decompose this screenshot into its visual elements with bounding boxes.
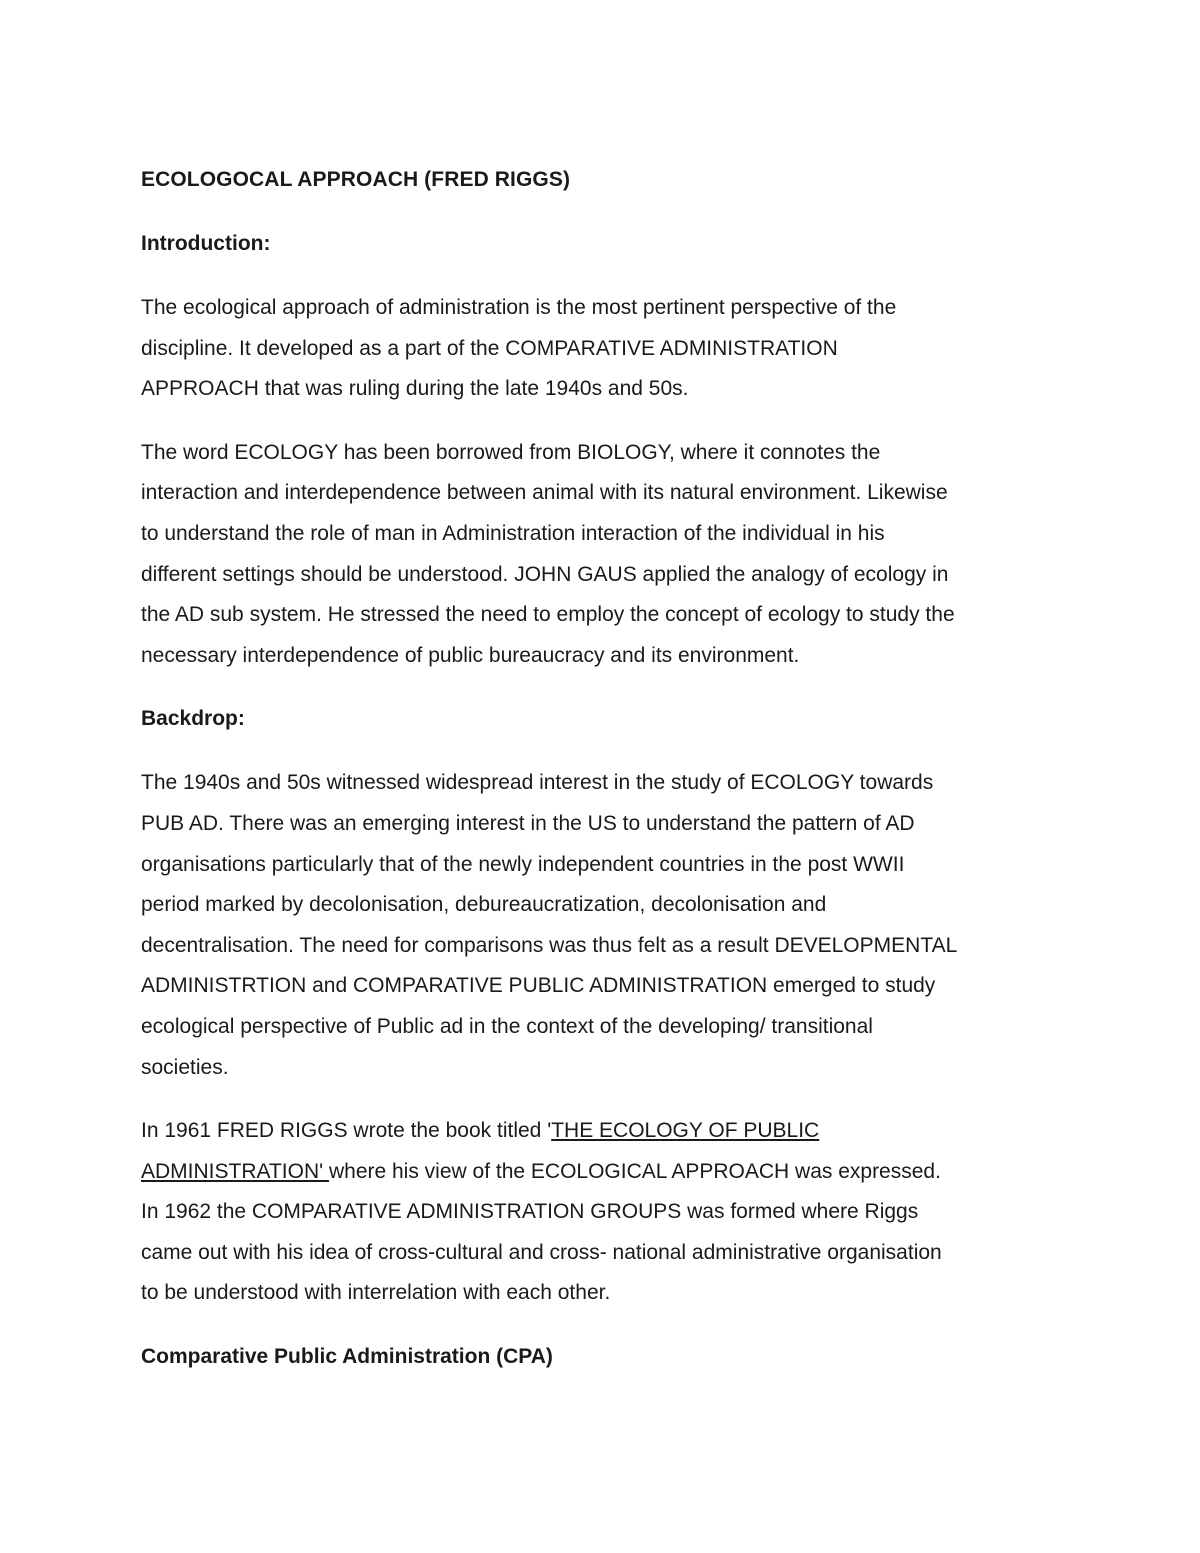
text-line: decentralisation. The need for comparisons was thus felt as a result DEVELOPMENTAL (141, 933, 958, 957)
text-line: to be understood with interrelation with each other. (141, 1281, 611, 1305)
book-title-link: ADMINISTRATION' (141, 1159, 329, 1183)
text-line: the AD sub system. He stressed the need to employ the concept of ecology to study the (141, 603, 955, 627)
text-line: APPROACH that was ruling during the late 1940s and 50s. (141, 377, 689, 401)
text-line: to understand the role of man in Administration interaction of the individual in his (141, 521, 885, 545)
text-line: societies. (141, 1055, 229, 1079)
backdrop-paragraph-2 (141, 1111, 1061, 1314)
text-segment: where his view of the ECOLOGICAL APPROACH was expressed. (328, 1159, 941, 1183)
cpa-heading: Comparative Public Administration (CPA) (141, 1345, 553, 1369)
text-line: period marked by decolonisation, debureaucratization, decolonisation and (141, 893, 827, 917)
document-title: ECOLOGOCAL APPROACH (FRED RIGGS) (141, 168, 571, 191)
text-line: discipline. It developed as a part of the COMPARATIVE ADMINISTRATION (141, 336, 838, 360)
text-line: came out with his idea of cross-cultural and cross- national administrative organisation (141, 1240, 942, 1264)
text-line (141, 1111, 1061, 1152)
backdrop-heading: Backdrop: (141, 707, 245, 731)
document-page (141, 160, 1061, 1401)
text-line (141, 1152, 1061, 1193)
text-line: necessary interdependence of public bureaucracy and its environment. (141, 643, 800, 667)
text-segment: In 1961 FRED RIGGS wrote the book titled ' (141, 1119, 552, 1143)
text-line: ecological perspective of Public ad in the context of the developing/ transitional (141, 1014, 873, 1038)
text-line: ADMINISTRTION and COMPARATIVE PUBLIC ADMINISTRATION emerged to study (141, 974, 936, 998)
text-line: interaction and interdependence between animal with its natural environment. Likewise (141, 481, 948, 505)
backdrop-paragraph-1 (141, 763, 1061, 1088)
text-line: The ecological approach of administration is the most pertinent perspective of the (141, 296, 897, 319)
text-line: organisations particularly that of the newly independent countries in the post WWII (141, 852, 905, 876)
book-title-link: THE ECOLOGY OF PUBLIC (551, 1119, 820, 1143)
text-line: The word ECOLOGY has been borrowed from BIOLOGY, where it connotes the (141, 440, 881, 464)
text-line: The 1940s and 50s witnessed widespread interest in the study of ECOLOGY towards (141, 771, 934, 795)
text-line: PUB AD. There was an emerging interest in the US to understand the pattern of AD (141, 811, 915, 835)
introduction-paragraph-1 (141, 288, 1061, 410)
text-line: different settings should be understood. JOHN GAUS applied the analogy of ecology in (141, 562, 949, 586)
introduction-paragraph-2 (141, 433, 1061, 677)
text-line: In 1962 the COMPARATIVE ADMINISTRATION GROUPS was formed where Riggs (141, 1200, 919, 1224)
introduction-heading: Introduction: (141, 232, 271, 255)
